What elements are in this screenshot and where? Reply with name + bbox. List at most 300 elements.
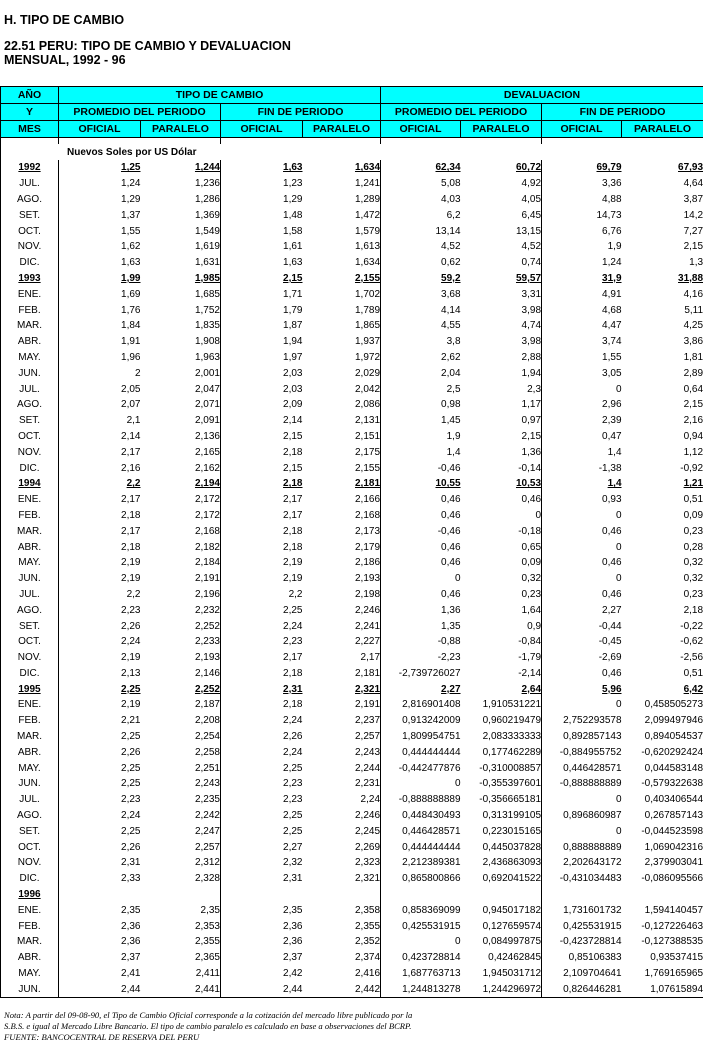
month-row [1,207,703,223]
value-cell: 1,24 [59,176,141,192]
value-cell: 62,34 [381,160,461,176]
value-cell: 1,64 [521,604,542,616]
period-cell: AGO. [1,602,59,618]
value-cell: 2,23 [221,776,303,792]
value-cell: 2,15 [622,397,703,413]
value-cell: 2,237 [354,715,381,727]
month-row [1,255,703,271]
month-row [1,239,703,255]
value-cell: 1,94 [221,334,303,350]
value-cell: 0,93 [542,492,622,508]
value-cell: 2,042 [354,383,381,395]
value-cell: 2,18 [221,444,303,460]
value-cell: 2,19 [221,571,303,587]
value-cell: 0,46 [381,555,461,571]
value-cell: 2,162 [194,462,220,474]
period-cell: MAR. [1,318,59,334]
value-cell: 0,46 [381,539,461,555]
value-cell: 0,46 [521,494,542,506]
value-cell: 1,236 [194,178,220,190]
value-cell: 2,151 [354,430,381,442]
period-cell: NOV. [1,650,59,666]
value-cell: 2,26 [59,744,141,760]
value-cell: 2,193 [354,573,381,585]
value-cell: 2,19 [59,697,141,713]
value-cell: 1,21 [622,476,703,492]
value-cell: 2,2 [221,587,303,603]
period-cell: ABR. [1,950,59,966]
value-cell: 2,168 [194,525,220,537]
value-cell: 2,04 [381,365,461,381]
value-cell: 0,32 [521,573,542,585]
value-cell: -0,46 [381,523,461,539]
value-cell: 2,36 [221,918,303,934]
value-cell: 0,97 [521,415,542,427]
value-cell: 2,24 [59,634,141,650]
value-cell: 1,63 [221,255,303,271]
value-cell: 0,894054537 [622,729,703,745]
value-cell: 2,269 [354,841,381,853]
header-dev-fin: FIN DE PERIODO [542,104,703,121]
header-devaluacion: DEVALUACION [381,87,703,104]
value-cell: 0,446428571 [542,760,622,776]
value-cell: 0 [542,792,622,808]
exchange-rate-table [0,86,703,998]
period-cell: ENE. [1,697,59,713]
value-cell: 2,258 [194,746,220,758]
value-cell: 2,131 [354,415,381,427]
value-cell: -0,620292424 [622,744,703,760]
period-cell: OCT. [1,839,59,855]
value-cell: 2,191 [354,699,381,711]
value-cell: 2,353 [194,920,220,932]
value-cell: 4,25 [622,318,703,334]
period-cell: SET. [1,207,59,223]
value-cell: 5,08 [381,176,461,192]
value-cell: 2,208 [194,715,220,727]
value-cell: 1,81 [622,350,703,366]
value-cell: 2,233 [194,636,220,648]
value-cell: 0,458505273 [622,697,703,713]
value-cell: 1,62 [59,239,141,255]
value-cell: 0,51 [622,492,703,508]
value-cell: 2,251 [194,762,220,774]
value-cell: 2,245 [354,825,381,837]
value-cell: 1,731601732 [542,902,622,918]
value-cell: 0,46 [542,587,622,603]
month-row [1,618,703,634]
value-cell: 0 [535,509,542,521]
value-cell: 1,55 [59,223,141,239]
value-cell: 13,14 [381,223,461,239]
value-cell: 2,36 [221,934,303,950]
value-cell: 2,25 [221,823,303,839]
value-cell: 2,14 [221,413,303,429]
value-cell: 0,32 [622,571,703,587]
value-cell: 0,044583148 [622,760,703,776]
period-cell: MAR. [1,729,59,745]
value-cell: 4,74 [521,320,542,332]
value-cell: 2,374 [354,952,381,964]
value-cell: -0,579322638 [622,776,703,792]
period-cell: 1994 [1,476,59,492]
value-cell: 1,789 [354,304,381,316]
value-cell: 2,186 [354,557,381,569]
month-row [1,444,703,460]
value-cell: 2,18 [221,539,303,555]
month-row [1,697,703,713]
period-cell: FEB. [1,302,59,318]
value-cell [542,887,622,903]
value-cell: 2,194 [194,478,220,490]
value-cell: 0,960219479 [482,715,542,727]
value-cell: 1,619 [194,241,220,253]
period-cell: NOV. [1,855,59,871]
value-cell: 2,212389381 [381,855,461,871]
value-cell: 0,425531915 [542,918,622,934]
value-cell: -0,88 [381,634,461,650]
month-row [1,966,703,982]
value-cell: 1,63 [59,255,141,271]
month-row [1,302,703,318]
value-cell: 1,4 [381,444,461,460]
year-row [1,271,703,287]
value-cell: -0,431034483 [542,871,622,887]
month-row [1,350,703,366]
value-cell: 2,17 [221,650,303,666]
value-cell: 2,083333333 [482,731,542,743]
value-cell: 6,2 [381,207,461,223]
year-row [1,887,703,903]
value-cell: 2,15 [221,429,303,445]
value-cell: 1,24 [542,255,622,271]
value-cell: 0,444444444 [381,744,461,760]
value-cell: 2,355 [194,936,220,948]
month-row [1,318,703,334]
value-cell: 0,23 [622,523,703,539]
value-cell: 0,888888889 [542,839,622,855]
value-cell: 1,963 [194,351,220,363]
value-cell: 1,23 [221,176,303,192]
value-cell: 2,32 [221,855,303,871]
table-title: 22.51 PERU: TIPO DE CAMBIO Y DEVALUACION [4,39,291,53]
value-cell: 2,235 [194,794,220,806]
value-cell: 1,36 [521,446,542,458]
value-cell: 0,445037828 [482,841,542,853]
value-cell: 2,193 [194,652,220,664]
value-cell: 0,913242009 [381,713,461,729]
value-cell: 2,64 [521,683,542,695]
value-cell: 1,63 [221,160,303,176]
value-cell: 0 [381,934,461,950]
value-cell: -1,38 [542,460,622,476]
value-cell: 1,9 [542,239,622,255]
period-cell: MAY. [1,760,59,776]
value-cell: 0 [381,776,461,792]
month-row [1,760,703,776]
value-cell: 0,98 [381,397,461,413]
month-row [1,855,703,871]
value-cell: 2,257 [194,841,220,853]
value-cell: 2,18 [221,697,303,713]
value-cell: 0,74 [521,257,542,269]
value-cell [622,887,703,903]
value-cell: -2,739726027 [381,666,461,682]
value-cell: 0,892857143 [542,729,622,745]
header-paralelo: PARALELO [303,121,381,138]
value-cell: 0,23 [521,588,542,600]
value-cell: 2,071 [194,399,220,411]
value-cell: 1,286 [194,193,220,205]
month-row [1,523,703,539]
value-cell: 2,365 [194,952,220,964]
value-cell: 60,72 [515,162,542,174]
value-cell: 1,79 [221,302,303,318]
value-cell: 0,94 [622,429,703,445]
month-row [1,666,703,682]
value-cell: 2,03 [221,381,303,397]
value-cell: -2,23 [381,650,461,666]
value-cell: 2,44 [221,981,303,997]
month-row [1,192,703,208]
value-cell: 2,182 [194,541,220,553]
value-cell: 1,37 [59,207,141,223]
value-cell: 1,685 [194,288,220,300]
value-cell: 0,444444444 [381,839,461,855]
period-cell: DIC. [1,255,59,271]
value-cell: 2,099497946 [622,713,703,729]
value-cell: 3,05 [542,365,622,381]
value-cell: 3,86 [622,334,703,350]
unit-row [1,144,703,160]
period-cell: MAR. [1,523,59,539]
value-cell: 2,172 [194,494,220,506]
value-cell: 1,244 [194,162,220,174]
value-cell: 2,26 [221,729,303,745]
value-cell: 2,27 [381,681,461,697]
value-cell: 0,46 [542,666,622,682]
value-cell: 67,93 [622,160,703,176]
value-cell: 2,243 [194,778,220,790]
value-cell: 0 [542,381,622,397]
value-cell: 0,46 [542,523,622,539]
value-cell: 2,047 [194,383,220,395]
period-cell: SET. [1,823,59,839]
value-cell: 1,17 [521,399,542,411]
value-cell: 1,241 [354,178,381,190]
value-cell: 0,896860987 [542,808,622,824]
value-cell: 1,549 [194,225,220,237]
period-cell: 1996 [1,887,59,903]
value-cell: 2,2 [59,476,141,492]
value-cell: -2,56 [622,650,703,666]
month-row [1,508,703,524]
month-row [1,902,703,918]
note-line: Nota: A partir del 09-08-90, el Tipo de Cambio Oficial corresponde a la cotización del mercado libre publicado por la [4,1010,413,1020]
value-cell: 1,84 [59,318,141,334]
value-cell [141,887,221,903]
header-oficial: OFICIAL [381,121,461,138]
value-cell: 2,254 [194,731,220,743]
value-cell: 2,17 [221,508,303,524]
value-cell: 4,64 [622,176,703,192]
period-cell: AGO. [1,192,59,208]
month-row [1,286,703,302]
value-cell: 6,76 [542,223,622,239]
value-cell: 2,241 [354,620,381,632]
value-cell: 2,17 [59,523,141,539]
value-cell: 0 [542,508,622,524]
value-cell: 2,18 [59,508,141,524]
period-cell: FEB. [1,508,59,524]
value-cell: 2,62 [381,350,461,366]
period-cell: SET. [1,413,59,429]
value-cell: -0,884955752 [542,744,622,760]
value-cell: 2,25 [59,823,141,839]
value-cell: 2,202643172 [542,855,622,871]
value-cell: 10,55 [381,476,461,492]
month-row [1,792,703,808]
period-cell: JUL. [1,176,59,192]
value-cell: 2,436863093 [482,857,542,869]
period-cell: JUL. [1,587,59,603]
value-cell: -0,888888889 [381,792,461,808]
value-cell: 2,358 [354,904,381,916]
value-cell: 2,16 [622,413,703,429]
period-cell: OCT. [1,223,59,239]
value-cell: 1,87 [221,318,303,334]
value-cell: 1,472 [354,209,381,221]
value-cell: 1,99 [59,271,141,287]
value-cell: 2,36 [59,918,141,934]
value-cell: 2,166 [354,494,381,506]
value-cell: 2,179 [354,541,381,553]
period-cell: ENE. [1,286,59,302]
value-cell: 1,910531221 [482,699,542,711]
value-cell: 2,231 [354,778,381,790]
value-cell: 0,865800866 [381,871,461,887]
value-cell: 2,05 [59,381,141,397]
value-cell: 2,15 [622,239,703,255]
value-cell: 2,35 [200,904,220,916]
value-cell: 0 [381,571,461,587]
month-row [1,223,703,239]
value-cell: 2,25 [59,681,141,697]
value-cell: 2,25 [221,808,303,824]
value-cell: 2,41 [59,966,141,982]
value-cell: 2,18 [221,666,303,682]
period-cell: AGO. [1,808,59,824]
month-row [1,176,703,192]
value-cell: 2,816901408 [381,697,461,713]
value-cell: 2,13 [59,666,141,682]
value-cell: 2,25 [221,602,303,618]
value-cell: 1,76 [59,302,141,318]
value-cell: 1,69 [59,286,141,302]
month-row [1,634,703,650]
value-cell: 1,594140457 [622,902,703,918]
month-row [1,397,703,413]
value-cell: 2,411 [195,968,220,980]
year-row [1,476,703,492]
value-cell: 2,24 [221,744,303,760]
value-cell: 14,2 [622,207,703,223]
value-cell: 3,98 [521,336,542,348]
value-cell: 2,17 [360,652,381,664]
value-cell: 2,029 [354,367,381,379]
value-cell: 2,321 [354,873,381,885]
value-cell: 2,175 [354,446,381,458]
value-cell: 0,46 [381,587,461,603]
value-cell: 2,19 [59,555,141,571]
month-row [1,981,703,997]
value-cell: 2,136 [194,430,220,442]
month-row [1,776,703,792]
value-cell: 2,18 [59,539,141,555]
value-cell: 2,27 [221,839,303,855]
value-cell: 1,985 [194,272,220,284]
value-cell: 1,12 [622,444,703,460]
period-cell: JUN. [1,365,59,381]
value-cell: 0 [542,697,622,713]
value-cell: 2,18 [221,476,303,492]
month-row [1,571,703,587]
value-cell: 2,18 [622,602,703,618]
header-mes: MES [1,121,59,138]
value-cell: 2,17 [221,492,303,508]
value-cell: 2,39 [542,413,622,429]
value-cell: 2,25 [59,760,141,776]
value-cell: 2,17 [59,444,141,460]
period-cell: ABR. [1,744,59,760]
value-cell: 2,17 [59,492,141,508]
value-cell: 1,4 [542,444,622,460]
value-cell: 1,29 [221,192,303,208]
value-cell: -0,45 [542,634,622,650]
value-cell: 2,14 [59,429,141,445]
month-row [1,918,703,934]
month-row [1,429,703,445]
period-cell: 1992 [1,160,59,176]
value-cell: 2 [59,365,141,381]
value-cell: -0,62 [622,634,703,650]
value-cell: 2,26 [59,839,141,855]
value-cell: 2,246 [354,810,381,822]
period-cell: FEB. [1,918,59,934]
period-cell: MAY. [1,966,59,982]
value-cell: -0,46 [381,460,461,476]
value-cell: 59,2 [381,271,461,287]
value-cell: 2,001 [194,367,220,379]
value-cell: 2,19 [221,555,303,571]
value-cell: 1,48 [221,207,303,223]
value-cell: 4,55 [381,318,461,334]
section-heading: H. TIPO DE CAMBIO [4,13,125,27]
value-cell: 2,181 [354,478,381,490]
value-cell: 3,87 [622,192,703,208]
value-cell: 2,37 [221,950,303,966]
value-cell: 2,16 [59,460,141,476]
value-cell: 2,3 [527,383,542,395]
value-cell: 3,68 [381,286,461,302]
period-cell: DIC. [1,871,59,887]
value-cell: 2,242 [194,810,220,822]
value-cell: 1,61 [221,239,303,255]
value-cell: 2,23 [59,602,141,618]
source-line: FUENTE: BANCOCENTRAL DE RESERVA DEL PERU [4,1031,200,1042]
value-cell: 2,25 [59,729,141,745]
value-cell: 0,64 [622,381,703,397]
